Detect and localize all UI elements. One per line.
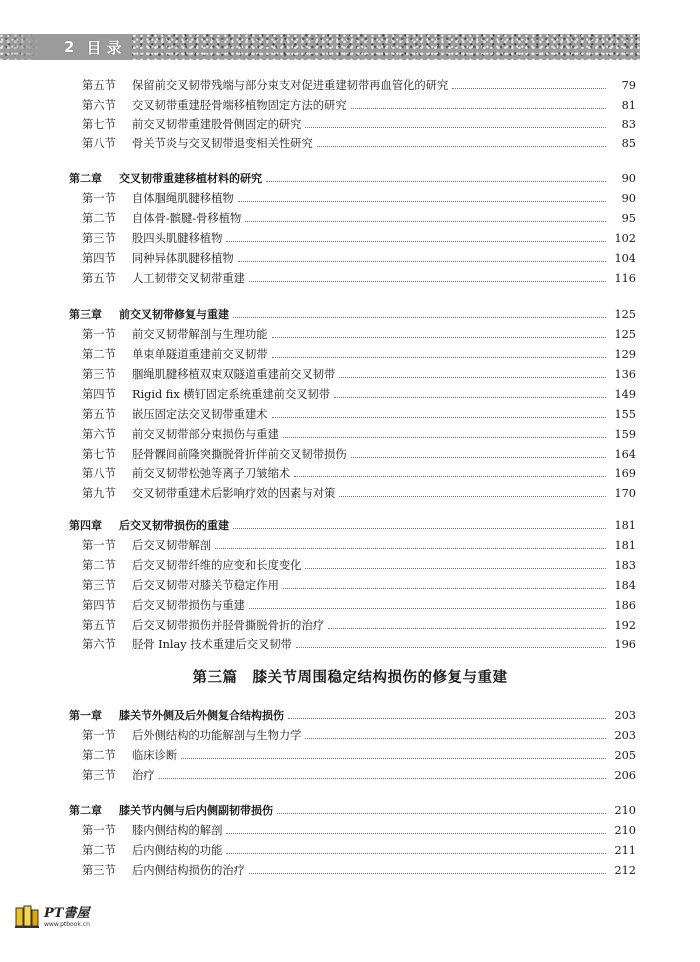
toc-page-number: 155 xyxy=(614,407,636,421)
toc-entry-title: 单束单隧道重建前交叉韧带 xyxy=(132,348,268,361)
toc-entry-number: 第四节 xyxy=(82,252,116,265)
toc-entry-title: 后交叉韧带损伤并胫骨撕脱骨折的治疗 xyxy=(132,619,325,632)
toc-leader-dots xyxy=(283,587,606,589)
header-band xyxy=(0,34,640,60)
toc-entry-number: 第二节 xyxy=(82,844,116,857)
toc-entry-title: 交叉韧带重建胫骨端移植物固定方法的研究 xyxy=(132,99,347,112)
toc-entry-number: 第六节 xyxy=(82,428,116,441)
toc-leader-dots xyxy=(233,316,606,318)
toc-leader-dots xyxy=(226,832,606,834)
publisher-logo xyxy=(14,904,90,930)
toc-entry-number: 第一节 xyxy=(82,729,116,742)
toc-chapter-row[interactable] xyxy=(0,705,700,725)
toc-entry-number: 第八节 xyxy=(82,137,116,150)
toc-entry-title: 自体骨-髌腱-骨移植物 xyxy=(132,212,242,225)
toc-entry-title: 腘绳肌腱移植双束双隧道重建前交叉韧带 xyxy=(132,368,336,381)
toc-page-number: 169 xyxy=(614,466,636,480)
toc-entry-title: 股四头肌腱移植物 xyxy=(132,232,223,245)
toc-section-row[interactable] xyxy=(0,208,700,228)
toc-entry-number: 第七节 xyxy=(82,118,116,131)
toc-page-number: 211 xyxy=(614,843,636,857)
toc-leader-dots xyxy=(351,456,606,458)
toc-entry-title: 膝关节外侧及后外侧复合结构损伤 xyxy=(119,709,284,722)
toc-leader-dots xyxy=(328,627,606,629)
toc-section-row[interactable] xyxy=(0,725,700,745)
toc-entry-number: 第三节 xyxy=(82,579,116,592)
toc-entry-number: 第五节 xyxy=(82,408,116,421)
toc-leader-dots xyxy=(249,280,606,282)
toc-leader-dots xyxy=(233,527,606,529)
toc-entry-title: 前交叉韧带解剖与生理功能 xyxy=(132,328,268,341)
toc-entry-title: 后内侧结构损伤的治疗 xyxy=(132,864,245,877)
toc-entry-number: 第二节 xyxy=(82,348,116,361)
toc-entry-title: 后交叉韧带对膝关节稳定作用 xyxy=(132,579,279,592)
toc-entry-title: 同种异体肌腱移植物 xyxy=(132,252,234,265)
header-page-number: 2 xyxy=(64,38,75,56)
toc-page-number: 149 xyxy=(614,387,636,401)
toc-leader-dots xyxy=(305,126,606,128)
toc-entry-number: 第三节 xyxy=(82,769,116,782)
toc-page-number: 136 xyxy=(614,367,636,381)
toc-entry-title: 后交叉韧带纤维的应变和长度变化 xyxy=(132,559,302,572)
toc-page-number: 181 xyxy=(614,538,636,552)
toc-page-number: 90 xyxy=(621,171,636,185)
toc-page-number: 81 xyxy=(621,98,636,112)
toc-page-number: 196 xyxy=(614,637,636,651)
toc-leader-dots xyxy=(245,220,606,222)
toc-entry-title: Rigid fix 横钉固定系统重建前交叉韧带 xyxy=(132,388,331,401)
toc-page-number: 203 xyxy=(614,728,636,742)
toc-entry-number: 第五节 xyxy=(82,619,116,632)
toc-section-row[interactable] xyxy=(0,634,700,654)
toc-section-row[interactable] xyxy=(0,424,700,444)
toc-chapter-row[interactable] xyxy=(0,168,700,188)
toc-page-number: 83 xyxy=(621,117,636,131)
toc-leader-dots xyxy=(339,376,606,378)
toc-leader-dots xyxy=(452,87,606,89)
running-header xyxy=(0,34,132,60)
toc-section-row[interactable] xyxy=(0,404,700,424)
toc-leader-dots xyxy=(266,180,606,182)
toc-leader-dots xyxy=(277,812,606,814)
toc-leader-dots xyxy=(317,145,606,147)
toc-section-row[interactable] xyxy=(0,344,700,364)
toc-entry-number: 第四章 xyxy=(69,519,102,532)
toc-leader-dots xyxy=(159,777,606,779)
toc-section-row[interactable] xyxy=(0,575,700,595)
toc-section-row[interactable] xyxy=(0,535,700,555)
toc-section-row[interactable] xyxy=(0,384,700,404)
toc-section-row[interactable] xyxy=(0,444,700,464)
toc-entry-number: 第二节 xyxy=(82,559,116,572)
toc-entry-number: 第一章 xyxy=(69,709,102,722)
toc-section-row[interactable] xyxy=(0,75,700,95)
toc-entry-number: 第三节 xyxy=(82,368,116,381)
toc-section-row[interactable] xyxy=(0,745,700,765)
toc-section-row[interactable] xyxy=(0,860,700,880)
toc-entry-title: 保留前交叉韧带残端与部分束支对促进重建韧带再血管化的研究 xyxy=(132,79,449,92)
toc-page-number: 212 xyxy=(614,863,636,877)
toc-entry-number: 第六节 xyxy=(82,99,116,112)
toc-entry-number: 第八节 xyxy=(82,467,116,480)
toc-page-number: 125 xyxy=(614,327,636,341)
toc-leader-dots xyxy=(294,475,606,477)
toc-section-row[interactable] xyxy=(0,483,700,503)
toc-section-row[interactable] xyxy=(0,820,700,840)
toc-leader-dots xyxy=(249,872,606,874)
toc-page-number: 90 xyxy=(621,191,636,205)
toc-entry-number: 第一节 xyxy=(82,539,116,552)
toc-leader-dots xyxy=(272,336,606,338)
toc-entry-number: 第六节 xyxy=(82,638,116,651)
toc-leader-dots xyxy=(238,200,606,202)
toc-entry-number: 第五节 xyxy=(82,272,116,285)
toc-leader-dots xyxy=(272,356,606,358)
toc-page-number: 164 xyxy=(614,447,636,461)
toc-entry-number: 第四节 xyxy=(82,388,116,401)
toc-entry-number: 第三节 xyxy=(82,232,116,245)
toc-entry-number: 第五节 xyxy=(82,79,116,92)
toc-entry-number: 第一节 xyxy=(82,824,116,837)
toc-entry-title: 后内侧结构的功能 xyxy=(132,844,223,857)
toc-leader-dots xyxy=(334,396,606,398)
toc-leader-dots xyxy=(305,737,606,739)
toc-section-row[interactable] xyxy=(0,615,700,635)
toc-leader-dots xyxy=(305,567,606,569)
toc-page-number: 186 xyxy=(614,598,636,612)
toc-entry-title: 膝关节内侧与后内侧副韧带损伤 xyxy=(119,804,273,817)
toc-section-row[interactable] xyxy=(0,228,700,248)
toc-page-number: 183 xyxy=(614,558,636,572)
toc-page-number: 210 xyxy=(614,823,636,837)
toc-leader-dots xyxy=(283,436,606,438)
toc-page-number: 205 xyxy=(614,748,636,762)
toc-leader-dots xyxy=(238,260,606,262)
toc-section-row[interactable] xyxy=(0,324,700,344)
toc-entry-title: 后外侧结构的功能解剖与生物力学 xyxy=(132,729,302,742)
toc-leader-dots xyxy=(226,240,606,242)
toc-entry-number: 第三章 xyxy=(69,308,102,321)
toc-entry-title: 后交叉韧带损伤的重建 xyxy=(119,519,229,532)
toc-entry-title: 交叉韧带重建移植材料的研究 xyxy=(119,172,262,185)
toc-entry-title: 嵌压固定法交叉韧带重建术 xyxy=(132,408,268,421)
toc-entry-number: 第三节 xyxy=(82,864,116,877)
toc-leader-dots xyxy=(272,416,606,418)
toc-section-row[interactable] xyxy=(0,268,700,288)
toc-section-row[interactable] xyxy=(0,248,700,268)
toc-entry-number: 第七节 xyxy=(82,448,116,461)
toc-section-row[interactable] xyxy=(0,463,700,483)
toc-entry-title: 骨关节炎与交叉韧带退变相关性研究 xyxy=(132,137,313,150)
toc-leader-dots xyxy=(296,646,606,648)
toc-leader-dots xyxy=(181,757,606,759)
toc-leader-dots xyxy=(226,852,606,854)
toc-page-number: 79 xyxy=(621,78,636,92)
toc-section-row[interactable] xyxy=(0,765,700,785)
toc-section-row[interactable] xyxy=(0,133,700,153)
toc-entry-title: 治疗 xyxy=(132,769,155,782)
toc-entry-number: 第二节 xyxy=(82,212,116,225)
toc-entry-title: 前交叉韧带部分束损伤与重建 xyxy=(132,428,279,441)
toc-entry-number: 第二章 xyxy=(69,804,102,817)
header-label: 目 录 xyxy=(86,38,122,57)
logo-url: www.ptbook.cn xyxy=(44,920,90,928)
toc-entry-title: 后交叉韧带损伤与重建 xyxy=(132,599,245,612)
toc-page-number: 95 xyxy=(621,211,636,225)
toc-section-row[interactable] xyxy=(0,595,700,615)
toc-page-number: 104 xyxy=(614,251,636,265)
book-logo-icon xyxy=(14,904,40,930)
toc-page-number: 170 xyxy=(614,486,636,500)
toc-leader-dots xyxy=(249,607,606,609)
toc-entry-number: 第二节 xyxy=(82,749,116,762)
toc-section-row[interactable] xyxy=(0,95,700,115)
toc-entry-title: 胫骨髁间前隆突撕脱骨折伴前交叉韧带损伤 xyxy=(132,448,347,461)
toc-page-number: 184 xyxy=(614,578,636,592)
toc-entry-number: 第四节 xyxy=(82,599,116,612)
toc-page-number: 125 xyxy=(614,307,636,321)
toc-page-number: 129 xyxy=(614,347,636,361)
toc-page-number: 102 xyxy=(614,231,636,245)
toc-page-number: 116 xyxy=(614,271,636,285)
toc-page-number: 85 xyxy=(621,136,636,150)
toc-page-number: 206 xyxy=(614,768,636,782)
toc-chapter-row[interactable] xyxy=(0,800,700,820)
toc-entry-title: 前交叉韧带重建股骨侧固定的研究 xyxy=(132,118,302,131)
toc-leader-dots xyxy=(339,495,606,497)
toc-section-row[interactable] xyxy=(0,188,700,208)
toc-entry-title: 临床诊断 xyxy=(132,749,178,762)
toc-entry-number: 第九节 xyxy=(82,487,116,500)
toc-page-number: 159 xyxy=(614,427,636,441)
toc-entry-title: 前交叉韧带修复与重建 xyxy=(119,308,229,321)
toc-leader-dots xyxy=(351,107,606,109)
logo-name: PT書屋 xyxy=(44,905,90,921)
part-title: 第三篇 膝关节周围稳定结构损伤的修复与重建 xyxy=(192,670,508,686)
toc-entry-title: 交叉韧带重建术后影响疗效的因素与对策 xyxy=(132,487,336,500)
toc-entry-title: 前交叉韧带松弛等离子刀皱缩术 xyxy=(132,467,291,480)
toc-section-row[interactable] xyxy=(0,555,700,575)
toc-section-row[interactable] xyxy=(0,114,700,134)
toc-chapter-row[interactable] xyxy=(0,515,700,535)
toc-entry-title: 自体腘绳肌腱移植物 xyxy=(132,192,234,205)
toc-entry-title: 胫骨 Inlay 技术重建后交叉韧带 xyxy=(132,638,292,651)
toc-leader-dots xyxy=(215,547,606,549)
toc-chapter-row[interactable] xyxy=(0,304,700,324)
toc-page-number: 203 xyxy=(614,708,636,722)
toc-page-number: 210 xyxy=(614,803,636,817)
toc-section-row[interactable] xyxy=(0,364,700,384)
toc-leader-dots xyxy=(288,717,606,719)
toc-section-row[interactable] xyxy=(0,840,700,860)
toc-entry-title: 膝内侧结构的解剖 xyxy=(132,824,223,837)
toc-entry-number: 第二章 xyxy=(69,172,102,185)
toc-entry-number: 第一节 xyxy=(82,328,116,341)
toc-entry-title: 后交叉韧带解剖 xyxy=(132,539,212,552)
toc-page-number: 181 xyxy=(614,518,636,532)
toc-entry-title: 人工韧带交叉韧带重建 xyxy=(132,272,245,285)
toc-entry-number: 第一节 xyxy=(82,192,116,205)
toc-page-number: 192 xyxy=(614,618,636,632)
